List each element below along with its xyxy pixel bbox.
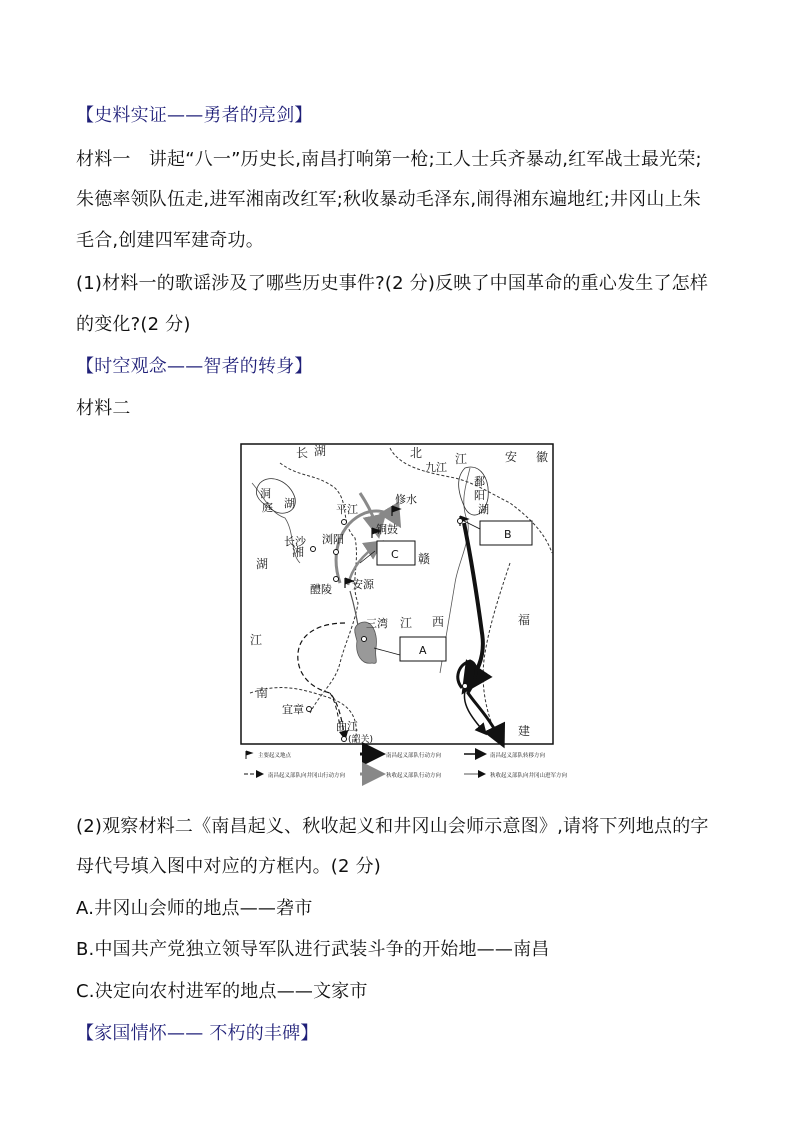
material2-label: 材料二 (76, 398, 131, 419)
map-region-label: 阳 (474, 489, 485, 502)
map-region-label: 江 (400, 616, 413, 630)
map-place-label: 安源 (352, 578, 374, 591)
city-dot (334, 550, 339, 555)
map-region-label: 湖 (256, 557, 269, 571)
city-dot (311, 547, 316, 552)
map-region-label: 安 (505, 450, 518, 464)
map-region-label: 南 (256, 686, 269, 700)
map-region-label: 湘 (292, 545, 305, 559)
map-region-label: 福 (518, 613, 531, 627)
legend-label: 秋收起义部队向井冈山进军方向 (490, 773, 568, 779)
map-place-label: 长沙 (284, 535, 306, 548)
city-dot (362, 637, 367, 642)
answer-box-b-label: B (504, 528, 512, 541)
map-region-label: 江 (250, 633, 263, 647)
legend-label: 主要起义地点 (258, 753, 292, 759)
city-dot (463, 684, 468, 689)
map-place-label: 宜章 (282, 703, 304, 716)
map-region-label: 九江 (425, 461, 447, 474)
city-dot (342, 520, 347, 525)
material1-line3: 毛合,创建四军建奇功。 (76, 230, 264, 251)
city-dot (307, 707, 312, 712)
map-region-label: 赣 (418, 552, 431, 566)
legend-label: 南昌起义部队行动方向 (386, 753, 442, 759)
section-heading-evidence: 【史料实证——勇者的亮剑】 (76, 105, 313, 126)
map-place-label: (韶关) (348, 735, 374, 745)
map-place-label: 三湾 (366, 617, 388, 630)
question2-line1: (2)观察材料二《南昌起义、秋收起义和井冈山会师示意图》,请将下列地点的字 (76, 816, 709, 837)
map-place-label: 修水 (395, 493, 417, 506)
section-heading-patriotism: 【家国情怀—— 不朽的丰碑】 (76, 1023, 319, 1044)
map-region-label: 湖 (314, 444, 327, 458)
material1-line2: 朱德率领队伍走,进军湘南改红军;秋收暴动毛泽东,闹得湘东遍地红;井冈山上朱 (76, 189, 701, 210)
option-b: B.中国共产党独立领导军队进行武装斗争的开始地——南昌 (76, 939, 550, 960)
map-place-label: 曲江 (336, 720, 358, 733)
legend-label: 秋收起义部队行动方向 (386, 773, 442, 779)
map-place-label: 醴陵 (310, 583, 332, 596)
option-c: C.决定向农村进军的地点——文家市 (76, 981, 368, 1002)
map-region-label: 庭 (262, 501, 273, 514)
section-heading-spacetime: 【时空观念——智者的转身】 (76, 356, 313, 377)
map-place-label: 铜鼓 (376, 523, 398, 536)
map-region-label: 湖 (284, 497, 295, 510)
answer-box-a-label: A (419, 644, 427, 657)
city-dot (342, 737, 347, 742)
map-region-label: 鄱 (474, 475, 485, 488)
map-svg (240, 443, 568, 795)
legend-flag-icon (246, 751, 252, 759)
legend-label: 南昌起义部队转移方向 (490, 753, 546, 759)
answer-box-c-label: C (391, 548, 399, 561)
question1-line2: 的变化?(2 分) (76, 314, 191, 335)
map-region-label: 湖 (478, 503, 489, 516)
city-dot (334, 577, 339, 582)
map-region-label: 西 (432, 615, 445, 629)
map-region-label: 徽 (536, 450, 549, 464)
map-place-label: 平江 (336, 503, 358, 516)
legend-label: 南昌起义部队向井冈山行动方向 (268, 773, 346, 779)
map-place-label: 浏阳 (322, 533, 344, 546)
map-region-label: 北 (410, 446, 423, 460)
map-region-label: 建 (518, 724, 531, 738)
map-region-label: 洞 (260, 487, 271, 500)
map-frame (241, 444, 553, 744)
question1-line1: (1)材料一的歌谣涉及了哪些历史事件?(2 分)反映了中国革命的重心发生了怎样 (76, 273, 709, 294)
material1-line1: 材料一 讲起“八一”历史长,南昌打响第一枪;工人士兵齐暴动,红军战士最光荣; (76, 149, 702, 170)
historical-map (240, 443, 568, 795)
map-legend (244, 751, 568, 779)
question2-line2: 母代号填入图中对应的方框内。(2 分) (76, 856, 382, 877)
map-region-label: 江 (455, 452, 468, 466)
map-region-label: 长 (296, 446, 309, 460)
city-dot (458, 519, 463, 524)
option-a: A.井冈山会师的地点——砻市 (76, 898, 313, 919)
